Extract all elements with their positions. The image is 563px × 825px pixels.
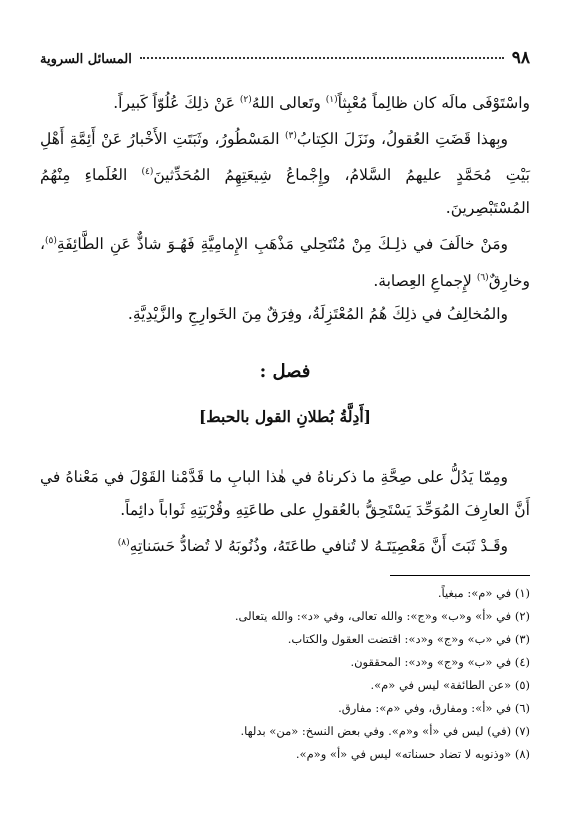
footnote-separator [390, 575, 530, 576]
footnote-ref[interactable]: (٣) [284, 131, 297, 142]
footnote-ref[interactable]: (٤) [141, 167, 154, 178]
footnote: (٤) في «ب» و«ج» و«د»: المحققون. [350, 654, 530, 669]
subsection-heading: [أَدِلَّةُ بُطلانِ القول بالحبط] [198, 406, 372, 426]
footnote-ref[interactable]: (٢) [239, 95, 252, 105]
paragraph-1 [40, 84, 530, 120]
text-run: وتَعالى اللهُ [251, 94, 326, 113]
text-run: لإِجماعِ العِصابة. [373, 271, 477, 290]
footnote: (٨) «وذنوبه لا تضاد حسناته» ليس في «أ» و«م». [295, 746, 530, 761]
text-run: عَنْ ذلِكَ عُلُوّاً كَبيراً. [113, 94, 240, 113]
text-run: واسْتَوْفَى مالَه كان ظالِماً مُعْبِثاً [337, 94, 530, 113]
paragraph-4: والمُخالِفُ في ذلِكَ هُمُ المُعْتَزِلَةُ، وفِرَقٌ مِنَ الخَوارِجِ والزَّيْدِيَّةِ. [127, 304, 508, 323]
text-run: وقَـدْ ثَبَتَ أَنَّ مَعْصِيَتَـهُ لا تُنافي طاعَتَهُ، وذُنُوبَهُ لا تُضادُّ حَسَناتِهِ [129, 536, 508, 555]
text-run: ومَنْ خالَفَ في ذلِـكَ مِنْ مُنْتَحِلي مَذْهَبِ الإِمامِيَّةِ فَهُـوَ شاذٌّ عَنِ الطَّائِفَةِ [56, 235, 508, 254]
footnote-ref[interactable]: (٦) [476, 272, 489, 283]
section-heading: فصل : [259, 360, 311, 382]
footnote-ref[interactable]: (٥) [45, 236, 57, 247]
footnote: (١) في «م»: مبغياً. [437, 585, 530, 600]
footnote: (٢) في «أ» و«ب» و«ج»: والله تعالى، وفي «د»: والله يتعالى. [234, 608, 530, 623]
footnote-ref[interactable]: (٨) [117, 537, 130, 548]
text-run: المَسْطُورُ، وثَبَتَتِ الأَخْبارُ عَنْ أَئِمَّةِ أَهْلِ بَيْتِ مُحَمَّدٍ عليهمُ السَّلامُ، وإِجْماعُ شِيعَتِهِمُ المُحَدِّثينَ [40, 130, 530, 185]
text-run: ، وخارِقٌ [40, 235, 530, 290]
footnotes [40, 582, 530, 766]
paragraph-2 [40, 120, 530, 225]
main-text [40, 84, 530, 563]
paragraph-3 [40, 225, 530, 297]
running-header [40, 48, 530, 70]
footnote-ref[interactable]: (١) [325, 95, 338, 105]
text-run: وبِهذا قَضَتِ العُقولُ، ونَزَلَ الكِتابُ [296, 130, 508, 149]
paragraph-5: ومِمّا يَدُلُّ على صِحَّةِ ما ذكرناهُ في هٰذا البابِ ما قَدَّمْنا القَوْلَ في مَعْناهُ في أَنَّ العارِفَ المُوَحِّدَ يَسْتَحِقُّ بالعُقولِ على طاعَتِهِ وقُرْبَتِهِ ثَواباً دائِماً. [40, 467, 530, 519]
paragraph-6 [40, 527, 530, 563]
footnote: (٣) في «ب» و«ج» و«د»: اقتضت العقول والكتاب. [287, 631, 530, 646]
running-title: المسائل السروية [40, 52, 132, 67]
footnote: (٧) (في) ليس في «أ» و«م». وفي بعض النسخ: «من» بدلها. [240, 723, 530, 738]
footnote: (٦) في «أ»: ومفارق، وفي «م»: مفارق. [338, 700, 530, 715]
header-dotted-rule [140, 57, 504, 59]
book-page [40, 48, 530, 766]
text-run: العُلَماءِ مِنْهُمُ المُسْتَبْصِرينَ. [40, 166, 530, 218]
footnote: (٥) «عن الطائفة» ليس في «م». [370, 677, 530, 692]
page-number: ٩٨ [511, 48, 530, 68]
